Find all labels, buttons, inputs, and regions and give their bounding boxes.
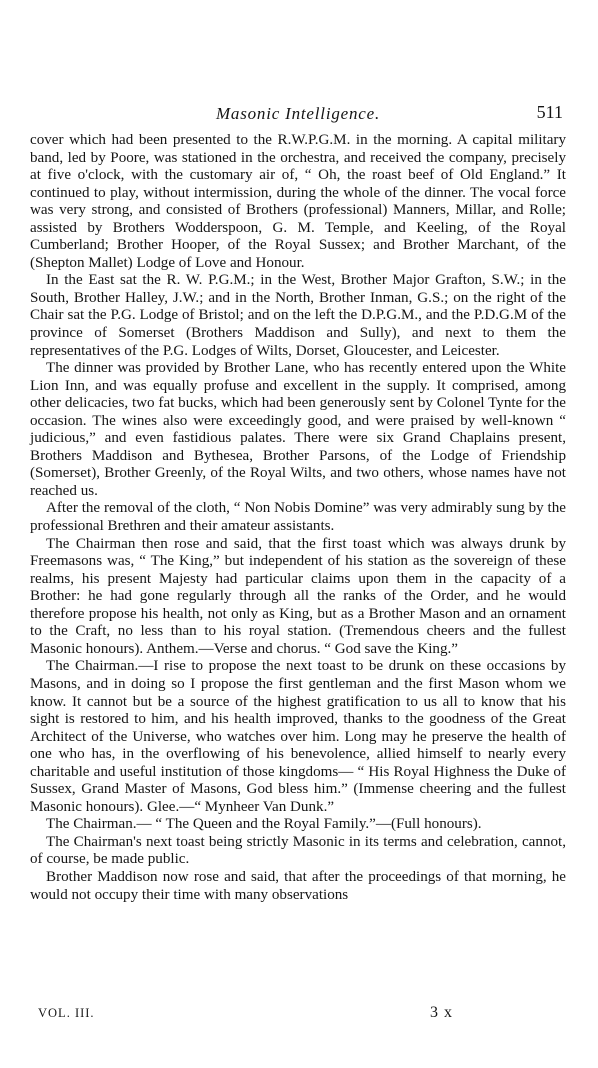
article-body xyxy=(30,132,566,904)
paragraph: The Chairman then rose and said, that the first toast which was always drunk by Freemasons was, “ The King,” but independent of his station as the sovereign of these realms, his present Majesty had particular claims upon them in the capacity of a Brother: he had gone regularly through all the ranks of the Order, and he would therefore propose his health, not only as King, but as a Brother Mason and an ornament to the Craft, no less than to his royal station. (Tremendous cheers and the fullest Masonic honours). Anthem.—Verse and chorus. “ God save the King.” xyxy=(30,535,566,657)
page-number: 511 xyxy=(536,102,563,122)
signature-mark: 3 x xyxy=(430,1004,453,1021)
paragraph: The Chairman's next toast being strictly Masonic in its terms and celebration, cannot, of course, be made public. xyxy=(30,833,566,868)
paragraph: After the removal of the cloth, “ Non Nobis Domine” was very admirably sung by the professional Brethren and their amateur assistants. xyxy=(30,500,566,535)
page-footer xyxy=(30,1004,566,1024)
paragraph: Brother Maddison now rose and said, that after the proceedings of that morning, he would not occupy their time with many observations xyxy=(30,868,566,903)
paragraph: cover which had been presented to the R.W.P.G.M. in the morning. A capital military band, led by Poore, was stationed in the orchestra, and received the company, precisely at five o'clock, with the customary air of, “ Oh, the roast beef of Old England.” It continued to play, without intermission, during the whole of the dinner. The vocal force was very strong, and consisted of Brothers (professional) Manners, Millar, and Rolle; assisted by Brothers Wodderspoon, G. M. Temple, and Keeling, of the Royal Cumberland; Brother Hooper, of the Royal Sussex; and Brother Marchant, of the (Shepton Mallet) Lodge of Love and Honour. xyxy=(30,132,566,271)
volume-label: VOL. III. xyxy=(38,1006,95,1020)
running-title: Masonic Intelligence. xyxy=(215,104,381,123)
paragraph: The dinner was provided by Brother Lane, who has recently entered upon the White Lion Inn, and was equally profuse and excellent in the supply. It comprised, among other delicacies, two fat bucks, which had been generously sent by Colonel Tynte for the occasion. The wines also were exceedingly good, and were praised by well-known “ judicious,” and even fastidious palates. There were six Grand Chaplains present, Brothers Maddison and Bythesea, Brother Parsons, of the Lodge of Friendship (Somerset), Brother Greenly, of the Royal Wilts, and two others, whose names have not reached us. xyxy=(30,360,566,499)
page-header xyxy=(30,102,566,126)
book-page xyxy=(30,0,566,1068)
paragraph: The Chairman.—I rise to propose the next toast to be drunk on these occasions by Masons, and in doing so I propose the first gentleman and the first Mason whom we know. It cannot but be a source of the highest gratification to us all to know that his sight is restored to him, and his health improved, thanks to the goodness of the Great Architect of the Universe, who watches over him. Long may he preserve the health of one who has, in the overflowing of his benevolence, allied himself to nearly every charitable and useful institution of those kingdoms— “ His Royal Highness the Duke of Sussex, Grand Master of Masons, God bless him.” (Immense cheering and the fullest Masonic honours). Glee.—“ Mynheer Van Dunk.” xyxy=(30,658,566,815)
paragraph: The Chairman.— “ The Queen and the Royal Family.”—(Full honours). xyxy=(46,816,482,833)
paragraph: In the East sat the R. W. P.G.M.; in the West, Brother Major Grafton, S.W.; in the South, Brother Halley, J.W.; and in the North, Brother Inman, G.S.; on the right of the Chair sat the P.G. Lodge of Bristol; and on the left the D.P.G.M., and the P.D.G.M of the province of Somerset (Brothers Maddison and Sully), and next to them the representatives of the P.G. Lodges of Wilts, Dorset, Gloucester, and Leicester. xyxy=(30,272,566,359)
